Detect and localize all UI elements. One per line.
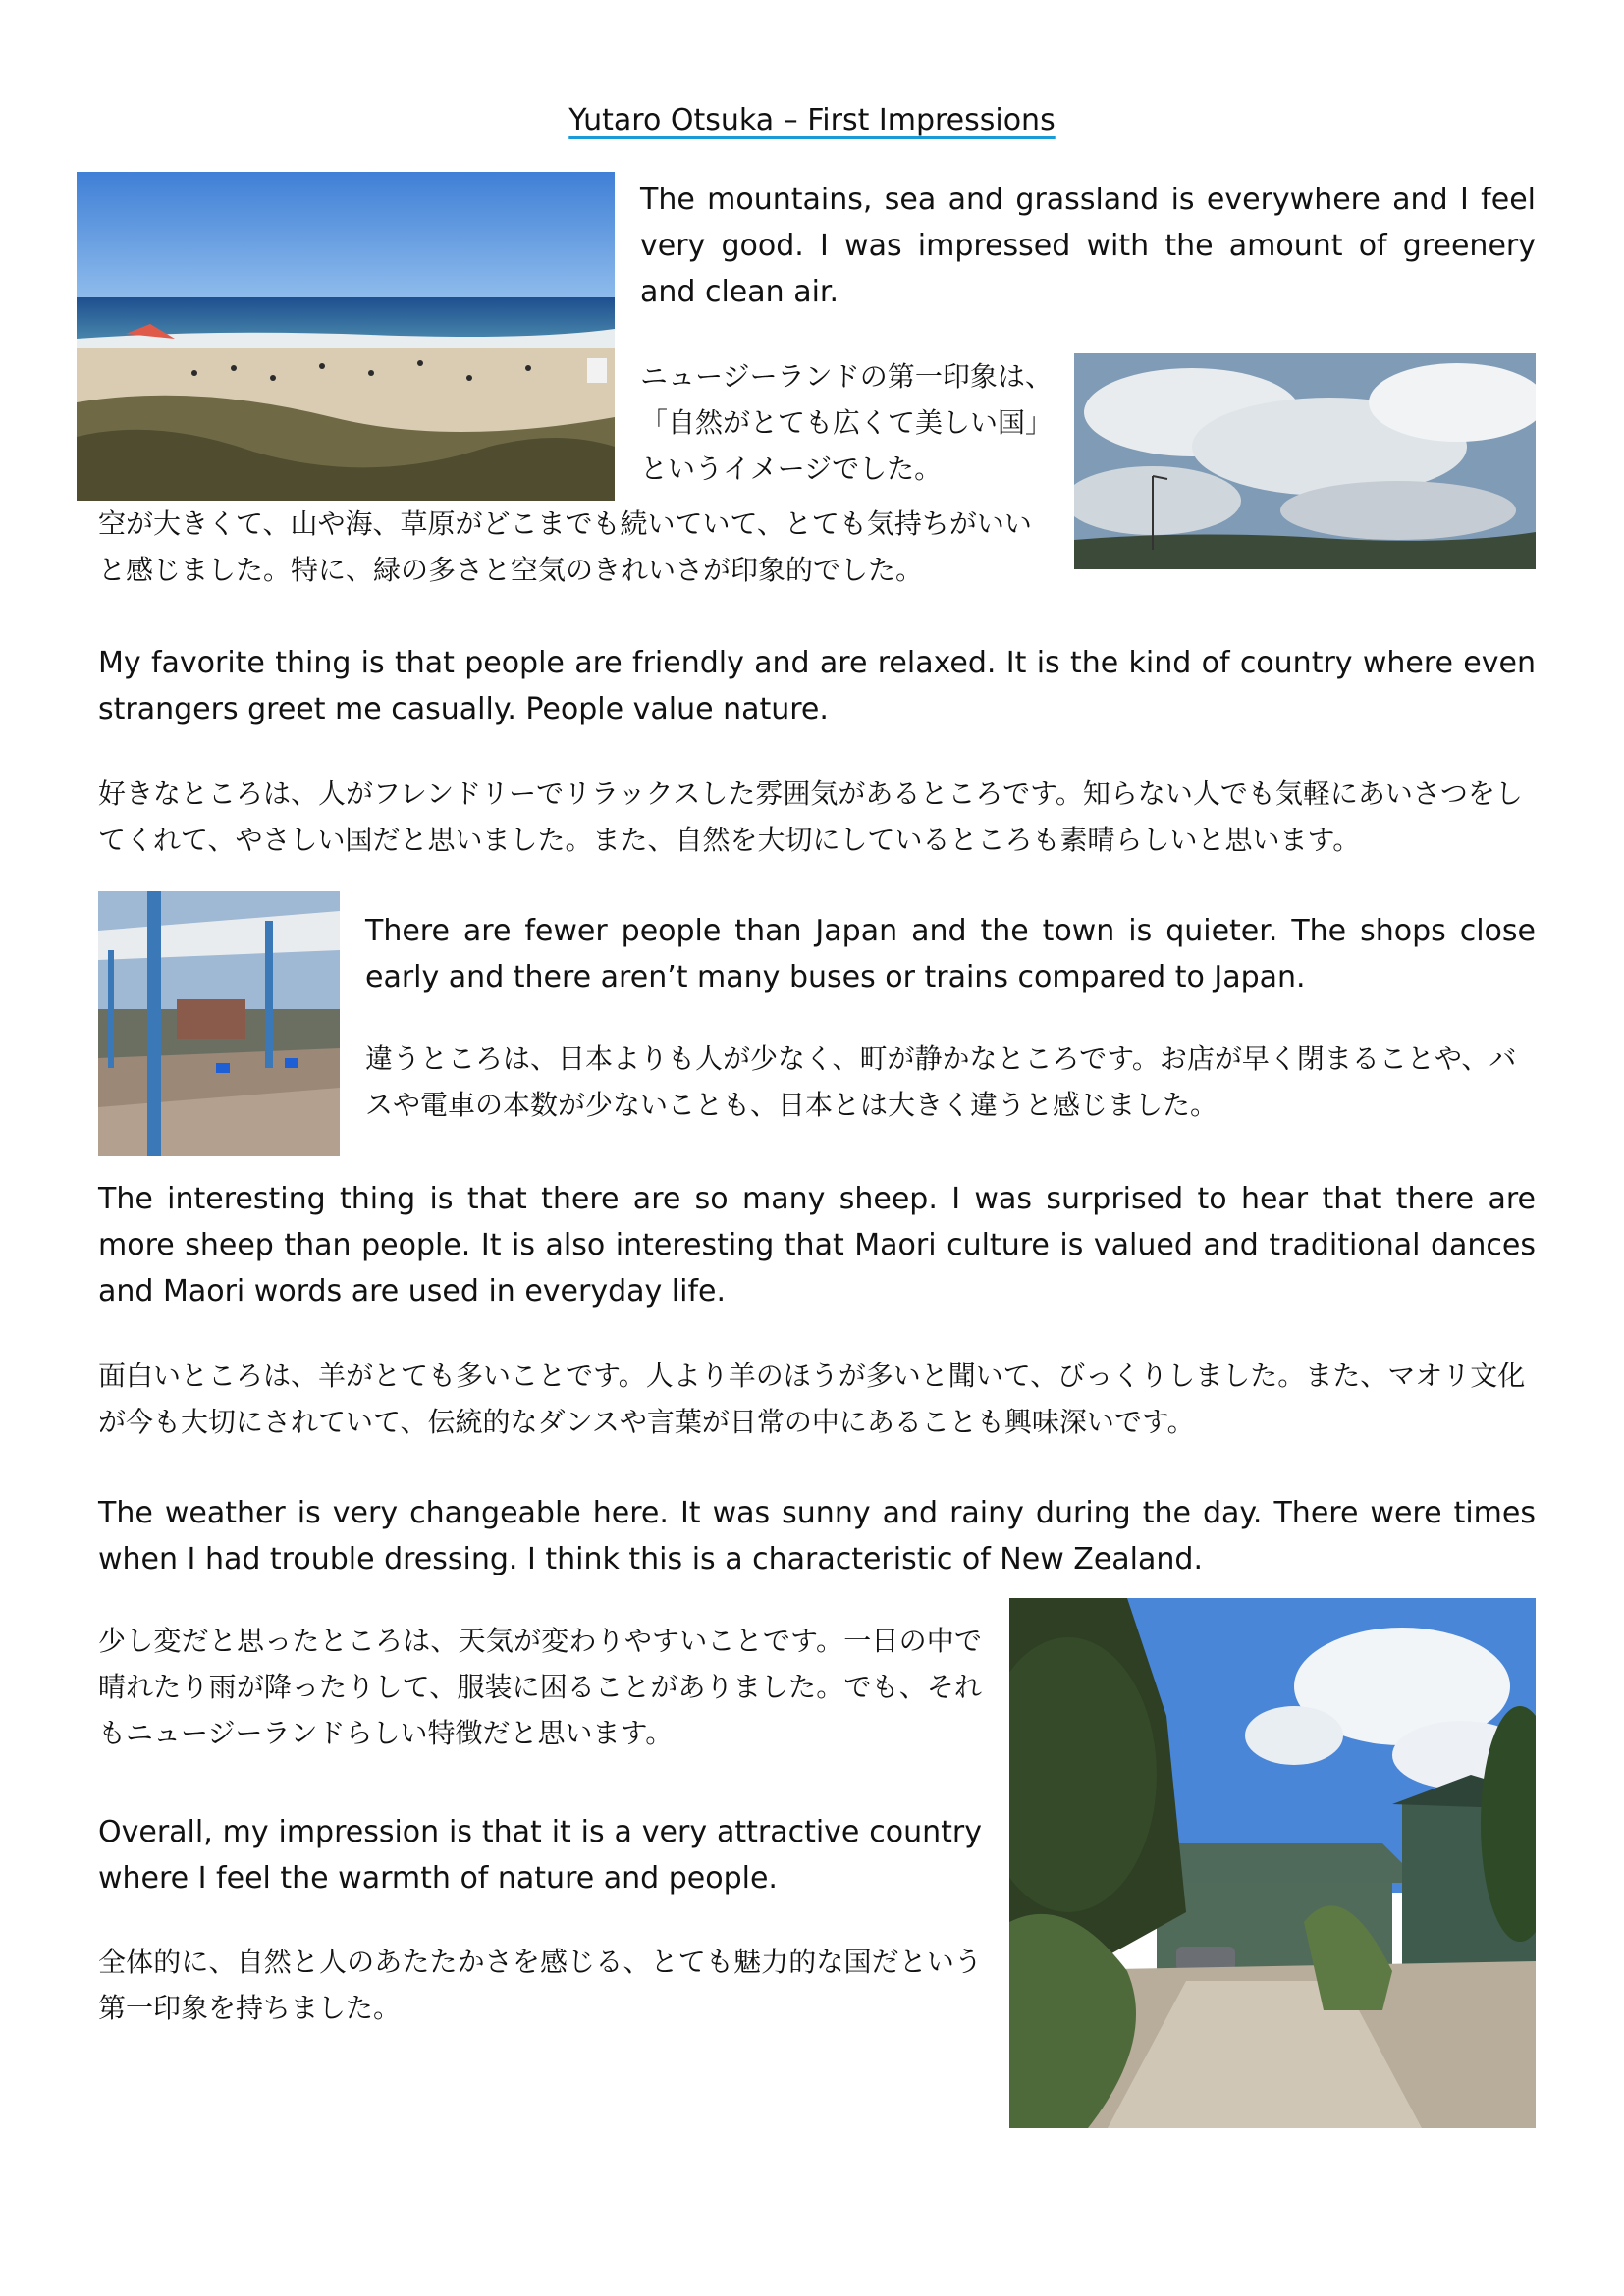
paragraph-first-impression-en: The mountains, sea and grassland is everywhere and I feel very good. I was impressed with the amount of greenery and clean air. (640, 183, 1536, 309)
paragraph-difference-en: There are fewer people than Japan and the town is quieter. The shops close early and there aren’t many buses or trains compared to Japan. (365, 914, 1536, 994)
paragraph-first-impression-jp-a: ニュージーランドの第一印象は、「自然がとても広くて美しい国」というイメージでした。 (640, 360, 1054, 485)
house-driveway-photo (1009, 1598, 1536, 2128)
paragraph-difference-jp: 違うところは、日本よりも人が少なく、町が静かなところです。お店が早く閉まることや、バスや電車の本数が少ないことも、日本とは大きく違うと感じました。 (365, 1042, 1517, 1121)
paragraph-overall-en: Overall, my impression is that it is a very attractive country where I feel the warmth of nature and people. (98, 1815, 982, 1896)
paragraph-favorite-jp: 好きなところは、人がフレンドリーでリラックスした雰囲気があるところです。知らない人でも気軽にあいさつをしてくれて、やさしい国だと思いました。また、自然を大切にしているところも素晴らしいと思います。 (98, 777, 1523, 856)
park-shelter-photo (98, 891, 340, 1156)
beach-photo (77, 172, 615, 501)
paragraph-weather-en: The weather is very changeable here. It was sunny and rainy during the day. There were times when I had trouble dressing. I think this is a characteristic of New Zealand. (98, 1496, 1536, 1576)
page-title: Yutaro Otsuka – First Impressions (568, 103, 1056, 137)
paragraph-interesting-jp: 面白いところは、羊がとても多いことです。人より羊のほうが多いと聞いて、びっくりしました。また、マオリ文化が今も大切にされていて、伝統的なダンスや言葉が日常の中にあることも興味深いです。 (98, 1360, 1526, 1438)
paragraph-favorite-en: My favorite thing is that people are friendly and are relaxed. It is the kind of country where even strangers greet me casually. People value nature. (98, 646, 1536, 726)
paragraph-first-impression-jp-b: 空が大きくて、山や海、草原がどこまでも続いていて、とても気持ちがいいと感じました。特に、緑の多さと空気のきれいさが印象的でした。 (98, 507, 1032, 586)
cloudy-sky-photo (1074, 353, 1536, 569)
paragraph-weather-jp: 少し変だと思ったところは、天気が変わりやすいことです。一日の中で晴れたり雨が降ったりして、服装に困ることがありました。でも、それもニュージーランドらしい特徴だと思います。 (98, 1625, 982, 1749)
paragraph-overall-jp: 全体的に、自然と人のあたたかさを感じる、とても魅力的な国だという第一印象を持ちました。 (98, 1946, 982, 2024)
paragraph-interesting-en: The interesting thing is that there are so many sheep. I was surprised to hear that there are more sheep than people. It is also interesting that Maori culture is valued and traditional dances and Maori words are used in everyday life. (98, 1182, 1536, 1308)
